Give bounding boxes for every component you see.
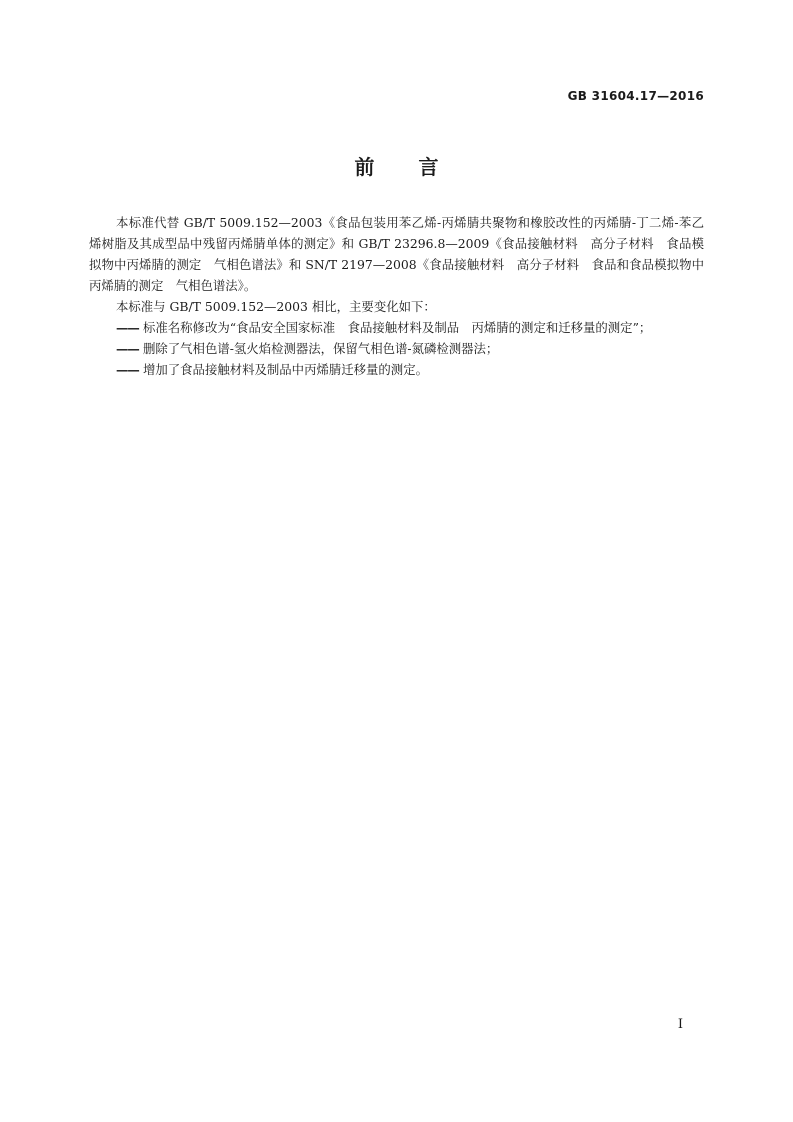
page-number: I — [677, 1017, 683, 1032]
dash-marker: —— — [116, 341, 139, 356]
dash-marker: —— — [116, 320, 139, 335]
list-item — [89, 338, 704, 359]
page-title: 前言 — [354, 155, 483, 179]
foreword-body — [89, 212, 704, 380]
list-item-text: 标准名称修改为“食品安全国家标准 食品接触材料及制品 丙烯腈的测定和迁移量的测定”； — [143, 320, 652, 335]
replacement-paragraph: 本标准代替 GB/T 5009.152—2003《食品包装用苯乙烯-丙烯腈共聚物和橡胶改性的丙烯腈-丁二烯-苯乙烯树脂及其成型品中残留丙烯腈单体的测定》和 GB/T 23296.8—2009《食品接触材料 高分子材料 食品模拟物中丙烯腈的测定 气相色谱法》和 SN/T 2197—2008《食品接触材料 高分子材料 食品和食品模拟物中丙烯腈的测定 气相色谱法》。 — [89, 215, 704, 293]
dash-marker: —— — [116, 362, 139, 377]
list-item-text: 删除了气相色谱-氢火焰检测器法，保留气相色谱-氮磷检测器法； — [143, 341, 499, 356]
list-item-text: 增加了食品接触材料及制品中丙烯腈迁移量的测定。 — [143, 362, 428, 377]
list-item — [89, 359, 704, 380]
list-item — [89, 317, 704, 338]
comparison-intro-paragraph: 本标准与 GB/T 5009.152—2003 相比，主要变化如下： — [116, 299, 436, 314]
standard-number: GB 31604.17—2016 — [567, 89, 704, 103]
changes-list — [89, 317, 704, 380]
